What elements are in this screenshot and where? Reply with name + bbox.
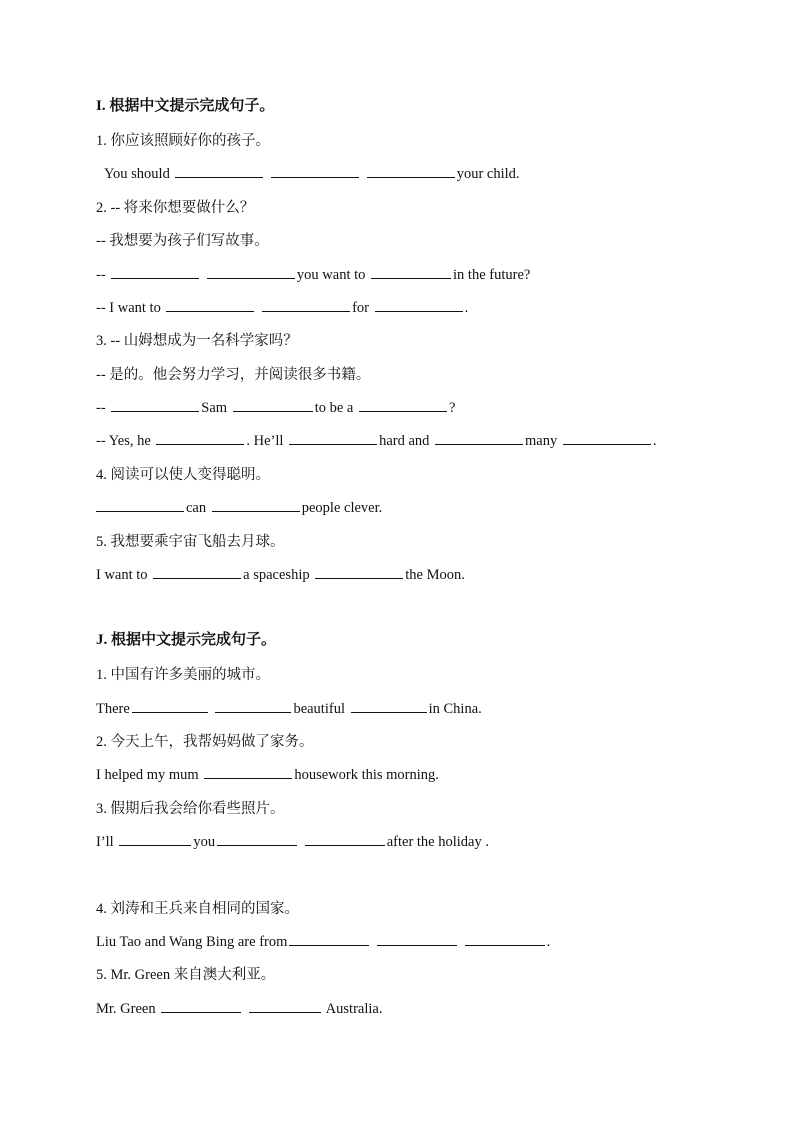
j-q4-sentence [96, 932, 550, 952]
j-q3-sentence [96, 832, 489, 852]
i-q5-chinese: 5. 我想要乘宇宙飞船去月球。 [96, 534, 285, 550]
text: your child. [456, 166, 520, 182]
text: people clever. [301, 500, 383, 516]
text: you want to [296, 267, 366, 283]
answer-blank[interactable] [153, 565, 241, 579]
text: for [352, 300, 369, 316]
answer-blank[interactable] [249, 999, 321, 1013]
i-q4-sentence [96, 498, 382, 518]
answer-blank[interactable] [175, 164, 263, 178]
j-q5-sentence [96, 999, 382, 1019]
answer-blank[interactable] [217, 832, 297, 846]
text: . [652, 433, 657, 449]
i-q2-chinese-1: 2. -- 将来你想要做什么？ [96, 200, 255, 216]
j-q1-sentence [96, 699, 482, 719]
i-q3-chinese-1: 3. -- 山姆想成为一名科学家吗？ [96, 333, 298, 349]
i-q5-sentence [96, 565, 465, 585]
answer-blank[interactable] [262, 298, 350, 312]
j-q2-chinese: 2. 今天上午，我帮妈妈做了家务。 [96, 734, 314, 750]
text: Liu Tao and Wang Bing are from [96, 934, 288, 950]
text: Mr. Green [96, 1001, 156, 1017]
text: Australia. [325, 1001, 383, 1017]
answer-blank[interactable] [465, 932, 545, 946]
answer-blank[interactable] [371, 265, 451, 279]
answer-blank[interactable] [305, 832, 385, 846]
text: I’ll [96, 834, 114, 850]
text: after the holiday . [386, 834, 489, 850]
answer-blank[interactable] [563, 431, 651, 445]
answer-blank[interactable] [359, 398, 447, 412]
text: in China. [428, 701, 482, 717]
text: hard and [379, 433, 430, 449]
section-j-heading: J. 根据中文提示完成句子。 [96, 632, 277, 648]
text: can [186, 500, 207, 516]
text: you [193, 834, 216, 850]
text: -- [96, 267, 106, 283]
answer-blank[interactable] [96, 498, 184, 512]
j-q3-chinese: 3. 假期后我会给你看些照片。 [96, 801, 285, 817]
answer-blank[interactable] [233, 398, 313, 412]
j-q2-sentence [96, 765, 439, 785]
text: Sam [201, 400, 228, 416]
text: ? [448, 400, 456, 416]
answer-blank[interactable] [166, 298, 254, 312]
answer-blank[interactable] [375, 298, 463, 312]
answer-blank[interactable] [377, 932, 457, 946]
answer-blank[interactable] [271, 164, 359, 178]
answer-blank[interactable] [204, 765, 292, 779]
answer-blank[interactable] [212, 498, 300, 512]
answer-blank[interactable] [289, 431, 377, 445]
i-q1-sentence [104, 164, 520, 184]
text: . [546, 934, 551, 950]
answer-blank[interactable] [161, 999, 241, 1013]
text: many [525, 433, 558, 449]
text: the Moon. [405, 567, 465, 583]
answer-blank[interactable] [111, 398, 199, 412]
text: housework this morning. [294, 767, 439, 783]
answer-blank[interactable] [289, 932, 369, 946]
i-q2-chinese-2: -- 我想要为孩子们写故事。 [96, 233, 269, 249]
answer-blank[interactable] [315, 565, 403, 579]
answer-blank[interactable] [215, 699, 291, 713]
answer-blank[interactable] [111, 265, 199, 279]
text: -- [96, 400, 106, 416]
answer-blank[interactable] [351, 699, 427, 713]
answer-blank[interactable] [156, 431, 244, 445]
text: to be a [314, 400, 354, 416]
answer-blank[interactable] [435, 431, 523, 445]
i-q2-line-1 [96, 265, 530, 285]
i-q4-chinese: 4. 阅读可以使人变得聪明。 [96, 467, 270, 483]
text: You should [104, 166, 170, 182]
answer-blank[interactable] [132, 699, 208, 713]
j-q5-chinese: 5. Mr. Green 来自澳大利亚。 [96, 967, 276, 983]
i-q2-line-2 [96, 298, 468, 318]
text: . He’ll [246, 433, 284, 449]
i-q3-line-2 [96, 431, 657, 451]
answer-blank[interactable] [119, 832, 191, 846]
text: I helped my mum [96, 767, 199, 783]
answer-blank[interactable] [367, 164, 455, 178]
j-q1-chinese: 1. 中国有许多美丽的城市。 [96, 667, 270, 683]
text: -- I want to [96, 300, 161, 316]
i-q3-chinese-2: -- 是的。他会努力学习，并阅读很多书籍。 [96, 367, 371, 383]
text: I want to [96, 567, 148, 583]
i-q3-line-1 [96, 398, 455, 418]
text: There [96, 701, 130, 717]
section-i-heading: I. 根据中文提示完成句子。 [96, 98, 275, 114]
i-q1-chinese: 1. 你应该照顾好你的孩子。 [96, 133, 270, 149]
text: a spaceship [243, 567, 310, 583]
text: -- Yes, he [96, 433, 151, 449]
text: . [464, 300, 469, 316]
answer-blank[interactable] [207, 265, 295, 279]
text: beautiful [293, 701, 345, 717]
j-q4-chinese: 4. 刘涛和王兵来自相同的国家。 [96, 901, 299, 917]
text: in the future? [453, 267, 531, 283]
